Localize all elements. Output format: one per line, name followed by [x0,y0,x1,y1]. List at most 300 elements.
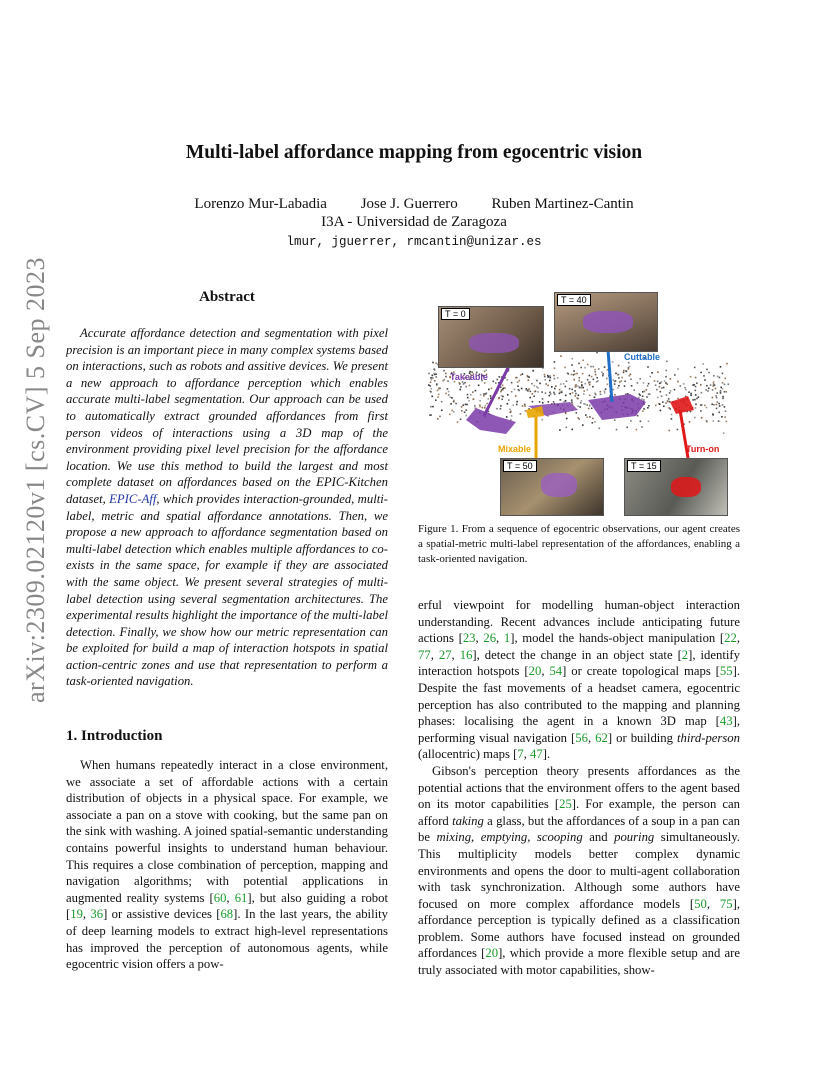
citation-link[interactable]: 77 [418,647,431,662]
citation-link[interactable]: 1 [503,631,511,646]
cloud-point [579,406,581,408]
mixable-label: Mixable [498,444,532,454]
citation-link[interactable]: 19 [70,907,83,922]
affiliation: I3A - Universidad de Zaragoza [321,214,507,230]
cloud-point [649,393,651,395]
cloud-point [439,387,441,389]
cloud-point [629,375,631,377]
cloud-point [548,401,550,403]
cloud-point [577,385,579,387]
cloud-point [581,387,583,389]
cloud-point [431,379,433,381]
cloud-point [569,388,571,390]
author-emails: lmur, jguerrer, rmcantin@unizar.es [286,235,542,249]
citation-link[interactable]: 68 [220,907,234,922]
cloud-point [626,427,628,429]
cloud-point [717,392,719,394]
cloud-point [566,427,568,429]
cloud-point [614,419,616,421]
cloud-point [663,387,665,389]
cloud-point [515,377,517,379]
cloud-point [435,376,437,378]
cloud-point [708,388,710,390]
cloud-point [432,406,434,408]
cloud-point [630,373,632,375]
cloud-point [449,414,451,416]
cloud-point [659,386,661,388]
cloud-point [719,405,721,407]
cloud-point [604,390,606,392]
cloud-point [547,376,549,378]
paper-title: Multi-label affordance mapping from egocentric vision [185,142,643,163]
cloud-point [549,380,551,382]
cloud-point [430,385,432,387]
cloud-point [511,415,513,417]
citation-link[interactable]: 36 [90,907,104,922]
cloud-point [624,385,626,387]
cloud-point [561,392,563,394]
cloud-point [516,401,518,403]
cloud-point [689,421,691,423]
cloud-point [716,408,718,410]
cloud-point [475,390,477,392]
cloud-point [597,380,599,382]
cloud-point [447,388,449,390]
cloud-point [510,410,512,412]
cloud-point [441,401,443,403]
cloud-point [581,384,583,386]
cloud-point [537,391,539,393]
frame-t50 [500,458,604,516]
cloud-point [690,393,692,395]
cloud-point [566,418,568,420]
cloud-point [544,376,546,378]
cloud-point [692,399,694,401]
cloud-point [628,362,630,364]
cloud-point [516,404,518,406]
cloud-point [589,375,591,377]
cloud-point [615,380,617,382]
abstract-heading: Abstract [199,289,255,305]
cloud-point [511,382,513,384]
cloud-point [463,383,465,385]
citation-link[interactable]: 75 [719,896,733,911]
citation-link[interactable]: 55 [719,664,733,679]
abstract-text: Accurate affordance detection and segmentation with pixel precision is an important piece in many complex systems based on interactions, such as robots and assitive devices. We present a new approach to affordance perception which enables accurate multi-label segmentation. Our approach can be used to automatically extract grounded affordances from first person videos of interactions using a 3D map of the environment providing pixel level precision for the affordance location. We use this method to build the largest and most complete dataset on affordances based on the EPIC-Kitchen dataset, [66,326,388,506]
cloud-point [639,378,641,380]
cloud-point [430,414,432,416]
cloud-point [554,367,556,369]
cloud-point [667,401,669,403]
cloud-point [718,403,720,405]
cloud-point [511,391,513,393]
cloud-point [663,406,665,408]
cloud-point [589,405,591,407]
cloud-point [661,381,663,383]
cloud-point [565,395,567,397]
cloud-point [586,404,588,406]
cloud-point [544,374,546,376]
citation-link[interactable]: 56 [575,730,588,745]
cloud-point [545,392,547,394]
citation-link[interactable]: 20 [485,946,499,961]
cloud-point [437,396,439,398]
cloud-point [721,416,723,418]
cloud-point [618,377,620,379]
cloud-point [465,386,467,388]
cloud-point [623,370,625,372]
cloud-point [547,385,549,387]
cloud-point [700,410,702,412]
cloud-point [712,413,714,415]
author-2: Jose J. Guerrero [360,196,458,212]
cloud-point [661,387,663,389]
cloud-point [592,386,594,388]
cloud-point [490,395,492,397]
cloud-point [466,404,468,406]
cloud-point [465,415,467,417]
cloud-point [612,379,614,381]
cloud-point [433,373,435,375]
cloud-point [591,376,593,378]
cloud-point [648,405,650,407]
cloud-point [660,391,662,393]
epic-aff-link[interactable]: EPIC-Aff [109,491,157,506]
cloud-point [500,391,502,393]
cloud-point [690,395,692,397]
cloud-point [485,370,487,372]
cloud-point [483,395,485,397]
cloud-point [724,406,726,408]
cloud-point [549,395,551,397]
citation-link[interactable]: 16 [459,647,473,662]
cloud-point [488,389,490,391]
cloud-point [669,430,671,432]
cloud-point [502,396,504,398]
cloud-point [467,397,469,399]
cloud-point [479,404,481,406]
cloud-point [659,383,661,385]
citation-link[interactable]: 22 [724,631,737,646]
cloud-point [582,387,584,389]
cloud-point [459,389,461,391]
cloud-point [722,404,724,406]
cloud-point [563,383,565,385]
cloud-point [583,393,585,395]
cloud-point [451,410,453,412]
cloud-point [522,405,524,407]
cloud-point [467,394,469,396]
cloud-point [600,391,602,393]
cloud-point [616,429,618,431]
cloud-point [592,422,594,424]
cloud-point [581,381,583,383]
cloud-point [465,404,467,406]
cloud-point [459,382,461,384]
cloud-point [665,376,667,378]
cloud-point [715,395,717,397]
cloud-point [722,382,724,384]
cloud-point [604,392,606,394]
cloud-point [445,393,447,395]
cloud-point [507,403,509,405]
cloud-point [696,398,698,400]
cloud-point [643,408,645,410]
cloud-point [582,424,584,426]
citation-link[interactable]: 50 [694,896,707,911]
cloud-point [576,412,578,414]
cloud-point [506,416,508,418]
cloud-point [695,404,697,406]
cloud-point [695,377,697,379]
cloud-point [647,366,649,368]
cloud-point [437,390,439,392]
cloud-point [671,418,673,420]
citation-link[interactable]: 7 [517,747,524,762]
cloud-point [670,390,672,392]
cloud-point [502,388,504,390]
frame-label: T = 15 [627,460,661,472]
citation-link[interactable]: 25 [559,797,572,812]
author-list [0,196,828,213]
cloud-point [716,397,718,399]
cloud-point [664,380,666,382]
cloud-point [724,391,726,393]
cloud-point [643,382,645,384]
cloud-point [651,372,653,374]
cloud-point [430,377,432,379]
citation-link[interactable]: 60 [213,890,227,905]
cloud-point [654,380,656,382]
cloud-point [553,375,555,377]
cloud-point [545,383,547,385]
cloud-point [677,398,679,400]
cloud-point [532,393,534,395]
cloud-point [593,366,595,368]
cloud-point [482,407,484,409]
cloud-point [600,394,602,396]
citation-link[interactable]: 61 [234,890,248,905]
cloud-point [439,416,441,418]
cloud-point [586,416,588,418]
cloud-point [529,397,531,399]
cloud-point [592,418,594,420]
cloud-point [565,400,567,402]
cloud-point [694,367,696,369]
frame-label: T = 50 [503,460,537,472]
cloud-point [595,374,597,376]
cloud-point [612,361,614,363]
cloud-point [496,408,498,410]
cloud-point [582,373,584,375]
cloud-point [453,401,455,403]
cloud-point [500,408,502,410]
citation-link[interactable]: 26 [483,631,497,646]
cloud-point [577,417,579,419]
cloud-point [443,370,445,372]
cloud-point [655,405,657,407]
cloud-point [563,401,565,403]
cloud-point [593,379,595,381]
cloud-point [726,391,728,393]
cloud-point [460,386,462,388]
citation-link[interactable]: 20 [528,664,542,679]
cloud-point [498,376,500,378]
cloud-point [541,391,543,393]
cloud-point [695,407,697,409]
cloud-point [589,395,591,397]
cloud-point [493,381,495,383]
cloud-point [647,407,649,409]
cloud-point [696,382,698,384]
cloud-point [695,386,697,388]
cloud-point [657,371,659,373]
cloud-point [501,399,503,401]
affordance-mask [583,311,633,333]
cloud-point [712,389,714,391]
cloud-point [587,364,589,366]
cloud-point [448,391,450,393]
cloud-point [574,373,576,375]
cloud-point [572,392,574,394]
cloud-point [688,391,690,393]
cloud-point [520,374,522,376]
cloud-point [539,383,541,385]
citation-link[interactable]: 43 [719,714,733,729]
cloud-point [554,378,556,380]
cloud-point [590,366,592,368]
cloud-point [701,417,703,419]
cloud-point [578,380,580,382]
cloud-point [461,410,463,412]
cloud-point [637,382,639,384]
cloud-point [602,375,604,377]
cloud-point [578,394,580,396]
citation-link[interactable]: 62 [595,730,608,745]
cloud-point [584,367,586,369]
arxiv-stamp-text: arXiv:2309.02120v1 [cs.CV] 5 Sep 2023 [21,256,50,704]
cloud-point [726,421,728,423]
citation-link[interactable]: 27 [438,647,452,662]
cloud-point [680,385,682,387]
cloud-point [514,389,516,391]
cloud-point [668,407,670,409]
cloud-point [565,386,567,388]
cloud-point [509,408,511,410]
citation-link[interactable]: 23 [462,631,476,646]
takeable-region [466,408,516,434]
cloud-point [646,389,648,391]
cloud-point [560,383,562,385]
cloud-point [683,383,685,385]
cloud-point [643,399,645,401]
cloud-point [604,366,606,368]
cloud-point [534,385,536,387]
cloud-point [713,381,715,383]
cloud-point [550,377,552,379]
affordance-mask [671,477,701,497]
cloud-point [614,394,616,396]
cloud-point [666,370,668,372]
cloud-point [613,389,615,391]
cloud-point [580,402,582,404]
introduction-paragraph: When humans repeatedly interact in a close environment, we associate a set of affordable actions with a certain distribution of objects in a physical space. For example, we associate a pan on a stove with cooking, but the same pan on the sink with washing. A joined spatial-semantic understanding contains powerful insights to understand human behaviour. This requires a close combination of perception, mapping and navigation algorithms; with potential applications in augmented reality systems [60, 61], but also guiding a robot [19, 36] or assistive devices [68]. In the last years, the ability of deep learning models to extract high-level representations has improved the perception of autonomous agents, while egocentric vision offers a pow- [66,758,389,972]
cloud-point [605,388,607,390]
cloud-point [571,374,573,376]
cloud-point [571,364,573,366]
cloud-point [724,416,726,418]
cloud-point [576,373,578,375]
cloud-point [661,395,663,397]
cloud-point [430,381,432,383]
citation-link[interactable]: 54 [549,664,563,679]
cloud-point [621,377,623,379]
cloud-point [430,406,432,408]
cloud-point [507,394,509,396]
cloud-point [631,385,633,387]
cloud-point [568,373,570,375]
cloud-point [577,405,579,407]
cloud-point [564,367,566,369]
cloud-point [712,397,714,399]
cloud-point [666,383,668,385]
cloud-point [573,374,575,376]
affordance-mask [469,333,519,353]
cuttable-label: Cuttable [624,352,660,362]
cloud-point [437,418,439,420]
cloud-point [463,404,465,406]
cloud-point [666,361,668,363]
cloud-point [710,384,712,386]
cloud-point [539,401,541,403]
cloud-point [702,363,704,365]
cloud-point [717,376,719,378]
cloud-point [578,363,580,365]
cloud-point [704,405,706,407]
cloud-point [549,375,551,377]
cloud-point [479,400,481,402]
frame-t40 [554,292,658,352]
cloud-point [571,429,573,431]
cloud-point [711,404,713,406]
cloud-point [630,420,632,422]
cloud-point [624,381,626,383]
cloud-point [713,420,715,422]
cloud-point [469,385,471,387]
cloud-point [596,377,598,379]
affordance-mask [541,473,577,497]
cloud-point [431,388,433,390]
cloud-point [451,397,453,399]
cloud-point [660,410,662,412]
cloud-point [470,394,472,396]
cloud-point [448,394,450,396]
cloud-point [560,399,562,401]
cloud-point [464,382,466,384]
cloud-point [707,390,709,392]
cloud-point [474,405,476,407]
cloud-point [527,375,529,377]
cloud-point [466,409,468,411]
cloud-point [725,410,727,412]
cloud-point [436,383,438,385]
cloud-point [589,416,591,418]
citation-link[interactable]: 47 [530,747,543,762]
figure-caption: Figure 1. From a sequence of egocentric observations, our agent creates a spatial-metric multi-label representation of the affordances, enabling a task-oriented navigation. [418,523,740,565]
cloud-point [585,414,587,416]
cloud-point [677,368,679,370]
citation-link[interactable]: 2 [681,647,689,662]
